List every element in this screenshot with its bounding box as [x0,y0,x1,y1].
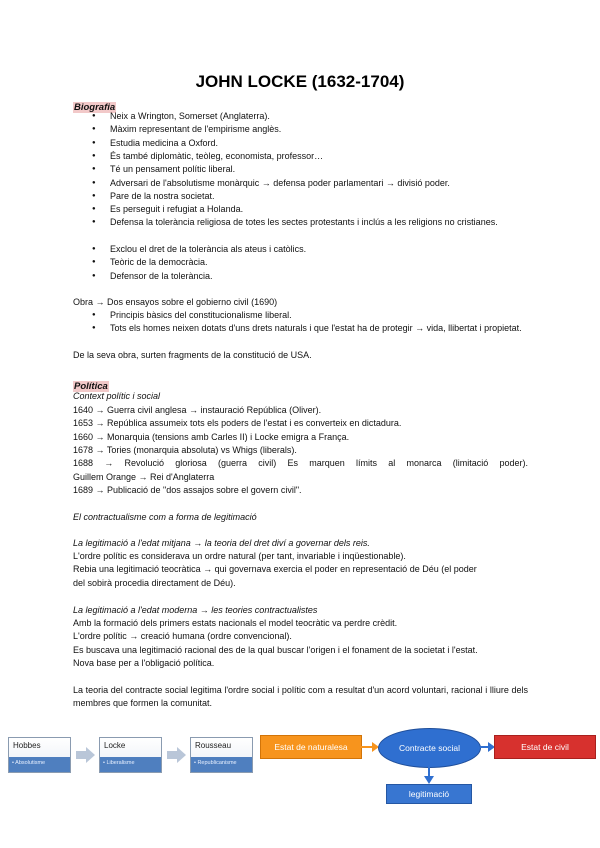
list-item: ● És també diplomàtic, teòleg, economista, professor… [110,150,527,163]
list-item: ● Exclou el dret de la tolerància als ateus i catòlics. [110,243,527,256]
rousseau-box [190,737,253,773]
text-line: 1660 → Monarquia (tensions amb Carles II) i Locke emigra a França. [73,431,350,442]
list-item: ● Estudia medicina a Oxford. [110,137,527,150]
text-line: Es buscava una legitimació racional des de la qual buscar l'origen i el fonament de la societat i l'estat. [73,644,478,655]
locke-box [99,737,162,773]
arrow-right-icon [480,742,495,752]
hobbes-box [8,737,71,773]
rousseau-sub: • Republicanisme [191,757,252,772]
list-item: ● Tots els homes neixen dotats d'uns drets naturals i que l'estat ha de protegir → vida, llibertat i propietat. [110,322,527,335]
text-line: 1678 → Tories (monarquia absoluta) vs Whigs (liberals). [73,444,297,455]
arrow-icon [167,747,187,763]
page-title: JOHN LOCKE (1632-1704) [195,72,405,91]
contracte-social-oval: Contracte social [378,728,481,768]
list-item: ● Defensor de la tolerància. [110,270,527,283]
arrow-down-icon [424,767,434,784]
text-line: L'ordre polític es considerava un ordre natural (per tant, invariable i inqüestionable). [73,551,406,561]
rousseau-title: Rousseau [195,741,232,750]
contractualisme-sub1: La legitimació a l'edat mitjana → la teoria del dret diví a governar dels reis. [73,538,370,548]
list-item: ● Pare de la nostra societat. [110,190,527,203]
politica-heading: Política [74,381,108,392]
contractualisme-p3: La teoria del contracte social legitima l'ordre social i polític com a resultat d'un acord voluntari, racional i lliure dels membres que formen la comunitat. [73,685,528,708]
arrow-icon [76,747,96,763]
locke-sub: • Liberalisme [100,757,161,772]
text-line: Rebia una legitimació teocràtica → qui governava exercia el poder en representació de Déu (el poder [73,564,477,575]
list-item: ● Màxim representant de l'empirisme anglès. [110,123,527,136]
list-item: ● Principis bàsics del constitucionalisme liberal. [110,309,527,322]
list-item: ● Teòric de la democràcia. [110,256,527,269]
list-item: ● Es perseguit i refugiat a Holanda. [110,203,527,216]
text-line: L'ordre polític → creació humana (ordre convencional). [73,631,292,642]
hobbes-title: Hobbes [13,741,41,750]
text-line: 1688 → Revolució gloriosa (guerra civil) Es marquen límits al monarca (limitació poder). [73,458,528,469]
text-line: 1653 → República assumeix tots els poders de l'estat i es converteix en dictadura. [73,418,402,429]
arrow-right-icon [361,742,379,752]
legitimacio-box: legitimació [386,784,472,804]
politica-subheading: Context polític i social [73,391,161,401]
biografia-heading: Biografia [74,102,116,113]
list-item: ● Té un pensament polític liberal. [110,163,527,176]
text-line: del sobirà procedia directament de Déu). [73,577,236,588]
text-line: Guillem Orange → Rei d'Anglaterra [73,471,215,482]
text-line: 1640 → Guerra civil anglesa → instauració República (Oliver). [73,405,322,415]
contractualisme-heading: El contractualisme com a forma de legitimació [73,512,257,522]
contractualisme-sub2: La legitimació a l'edat moderna → les teories contractualistes [73,605,318,615]
text-line: 1689 → Publicació de "dos assajos sobre el govern civil". [73,484,302,495]
list-item: ● Defensa la tolerància religiosa de totes les sectes protestants i inclús a les religions no cristianes. [110,216,527,229]
hobbes-sub: • Absolutisme [9,757,70,772]
estat-civil-box: Estat de civil [494,735,596,759]
obra-after: De la seva obra, surten fragments de la constitució de USA. [73,350,312,360]
locke-title: Locke [104,741,126,750]
list-item: ● Adversari de l'absolutisme monàrquic → defensa poder parlamentari → divisió poder. [110,177,527,190]
text-line: Amb la formació dels primers estats nacionals el model teocràtic va perdre crèdit. [73,618,398,628]
text-line: Nova base per a l'obligació política. [73,657,215,668]
obra-line: Obra → Dos ensayos sobre el gobierno civil (1690) [73,297,278,307]
list-item: ● Neix a Wrington, Somerset (Anglaterra). [110,110,527,123]
estat-naturalesa-box: Estat de naturalesa [260,735,362,759]
